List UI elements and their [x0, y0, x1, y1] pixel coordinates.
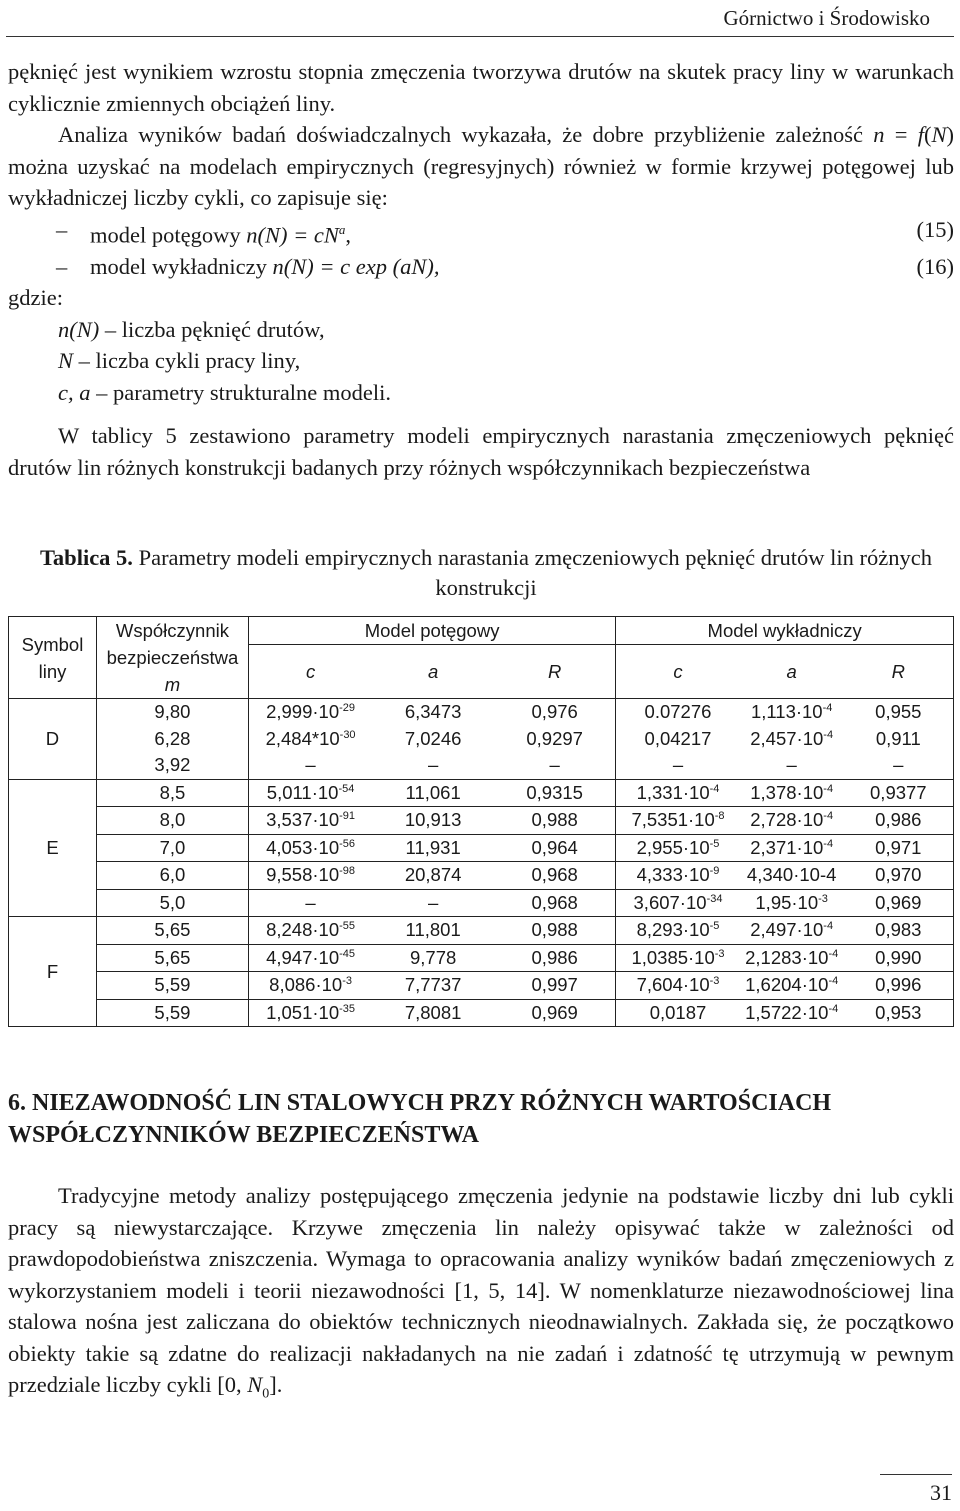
legend-item: n(N) – liczba pęknięć drutów,: [58, 316, 325, 342]
cell-pr: 0,997: [494, 972, 616, 1000]
paragraph-3: W tablicy 5 zestawiono parametry modeli empirycznych narastania zmęczeniowych pęknięć drutów lin różnych konstrukcji badanych przy różnych współczynnikach bezpieczeństwa: [8, 423, 954, 480]
cell-pa: 6,3473: [404, 701, 462, 723]
table-caption: Tablica 5. Parametry modeli empirycznych narastania zmęczeniowych pęknięć drutów lin różnych konstrukcji: [39, 545, 932, 600]
cell-pc: –: [248, 752, 372, 779]
cell-ea: $2,371\cdot 10^{-4}$: [740, 834, 844, 862]
cell-er: 0,969: [844, 889, 954, 917]
cell-ea: $1,113\cdot 10^{-4}$: [750, 701, 833, 723]
cell-m: 5,65: [96, 944, 248, 972]
cell-er: 0,971: [844, 834, 954, 862]
cell-ec: $8,293\cdot 10^{-5}$: [616, 917, 740, 945]
cell-ea: $2,728\cdot 10^{-4}$: [740, 807, 844, 835]
cell-er: 0,953: [844, 999, 954, 1027]
cell-m: 5,65: [96, 917, 248, 945]
cell-ea: $2,497\cdot 10^{-4}$: [740, 917, 844, 945]
cell-m: 8,5: [96, 779, 248, 807]
cell-pa: –: [372, 752, 494, 779]
cell-ec: –: [616, 752, 740, 779]
table-row: [9, 917, 954, 945]
cell-pc: $9,558\cdot 10^{-98}$: [248, 862, 372, 890]
cell-ec: $1,0385\cdot 10^{-3}$: [616, 944, 740, 972]
cell-ea: –: [740, 752, 844, 779]
section-body: [8, 1180, 954, 1410]
table-row: [9, 752, 954, 779]
table-row: [9, 999, 954, 1027]
cell-er: 0,955: [844, 699, 954, 726]
header-r: R: [844, 645, 954, 699]
paragraph-2: Analiza wyników badań doświadczalnych wykazała, że dobre przybliżenie zależność n = f(N) można uzyskać na modelach empirycznych (regresyjnych) również w formie krzywej potęgowej lub wykładniczej liczby cykli, co zapisuje się:: [8, 122, 954, 210]
cell-er: 0,911: [844, 726, 954, 753]
where-label: gdzie:: [8, 285, 63, 310]
header-power-model: Model potęgowy: [248, 617, 615, 645]
cell-ea: 4,340·10-4: [740, 862, 844, 890]
cell-m: 5,0: [96, 889, 248, 917]
cell-ec: $7,604\cdot 10^{-3}$: [616, 972, 740, 1000]
cell-pr: 0,964: [494, 834, 616, 862]
cell-pc: $3,537\cdot 10^{-91}$: [248, 807, 372, 835]
table-row: [9, 807, 954, 835]
legend-item: c, a – parametry strukturalne modeli.: [58, 379, 392, 405]
cell-ec: $7,5351\cdot 10^{-8}$: [616, 807, 740, 835]
section-paragraph: Tradycyjne metody analizy postępującego zmęczenia jedynie na podstawie liczby dni lub cykli pracy są niewystarczające. Krzywe zmęczenia lin należy opisywać także w zależności od prawdopodobieństwa zniszczenia. Wymaga to opracowania analizy wyników badań zmęczeniowych z wykorzystaniem modeli i teorii niezawodności [1, 5, 14]. W nomenklaturze niezawodnościowej lina stalowa nośna jest zaliczana do obiektów technicznych nieodnawialnych. Zakłada się, że początkowo obiekty takie są zdatne do realizacji nakładanych na nie zadań i zdatność tę utrzymują w pewnym przedziale liczby cykli [0, $N_0$].: [8, 1183, 954, 1402]
cell-er: 0,9377: [844, 779, 954, 807]
cell-pc: $4,947\cdot 10^{-45}$: [248, 944, 372, 972]
footer-rule: [880, 1474, 952, 1475]
cell-m: 8,0: [96, 807, 248, 835]
cell-er: 0,996: [844, 972, 954, 1000]
cell-m: 5,59: [96, 972, 248, 1000]
cell-ea: $2,1283\cdot 10^{-4}$: [740, 944, 844, 972]
table-row: [9, 834, 954, 862]
cell-m: 5,59: [96, 999, 248, 1027]
cell-symbol: E: [9, 779, 97, 917]
paragraph-1: pęknięć jest wynikiem wzrostu stopnia zmęczenia tworzywa drutów na skutek pracy liny w warunkach cyklicznie zmiennych obciążeń liny.: [8, 59, 954, 116]
equation-16: – model wykładniczy n(N) = c exp (aN), (16): [8, 251, 954, 283]
cell-er: 0,970: [844, 862, 954, 890]
cell-pr: 0,988: [494, 807, 616, 835]
cell-er: 0,983: [844, 917, 954, 945]
cell-pa: –: [372, 889, 494, 917]
cell-pr: 0,968: [494, 862, 616, 890]
cell-pa: 7,0246: [404, 727, 462, 749]
cell-ec: 0,04217: [644, 727, 712, 749]
table-row: [9, 972, 954, 1000]
cell-symbol: F: [9, 917, 97, 1027]
cell-pr: 0,986: [494, 944, 616, 972]
cell-pa: 7,7737: [372, 972, 494, 1000]
cell-pr: 0,988: [494, 917, 616, 945]
cell-pr: 0,969: [494, 999, 616, 1027]
cell-pa: 9,778: [372, 944, 494, 972]
table-row: [9, 699, 954, 726]
cell-pc: $2,484*10^{-30}$: [265, 727, 356, 749]
cell-er: 0,986: [844, 807, 954, 835]
cell-er: 0,990: [844, 944, 954, 972]
equation-15: – model potęgowy $n(N) = cN^a$, (15): [8, 214, 954, 251]
cell-pa: 7,8081: [372, 999, 494, 1027]
cell-m: 6,0: [96, 862, 248, 890]
header-a: a: [740, 645, 844, 699]
equation-number: (15): [916, 216, 954, 242]
legend-item: N – liczba cykli pracy liny,: [58, 348, 301, 373]
parameters-table: [8, 616, 954, 1027]
cell-pa: 10,913: [372, 807, 494, 835]
cell-pr: 0,9315: [494, 779, 616, 807]
header-coefficient: Współczynnik bezpieczeństwa m: [96, 617, 248, 699]
cell-m: 3,92: [96, 752, 248, 779]
cell-pc: –: [248, 889, 372, 917]
cell-m: 6,28: [96, 726, 248, 753]
cell-ea: $1,5722\cdot 10^{-4}$: [740, 999, 844, 1027]
intro-section: [8, 56, 954, 483]
table-row: [9, 726, 954, 753]
cell-ec: $4,333\cdot 10^{-9}$: [616, 862, 740, 890]
cell-pa: 11,931: [372, 834, 494, 862]
cell-ec: $2,955\cdot 10^{-5}$: [616, 834, 740, 862]
header-c: c: [248, 645, 372, 699]
cell-ec: $1,331\cdot 10^{-4}$: [616, 779, 740, 807]
section-heading: 6. NIEZAWODNOŚĆ LIN STALOWYCH PRZY RÓŻNYCH WARTOŚCIACH WSPÓŁCZYNNIKÓW BEZPIECZEŃSTWA: [8, 1090, 832, 1148]
cell-pc: $5,011\cdot 10^{-54}$: [248, 779, 372, 807]
header-c: c: [616, 645, 740, 699]
page-number: 31: [930, 1480, 952, 1505]
header-a: a: [372, 645, 494, 699]
cell-pc: $8,248\cdot 10^{-55}$: [248, 917, 372, 945]
cell-pc: $1,051\cdot 10^{-35}$: [248, 999, 372, 1027]
cell-m: 7,0: [96, 834, 248, 862]
cell-ec: 0.07276: [644, 701, 712, 723]
cell-ea: $1,378\cdot 10^{-4}$: [740, 779, 844, 807]
cell-ea: $2,457\cdot 10^{-4}$: [750, 727, 834, 749]
running-header: Górnictwo i Środowisko: [723, 6, 930, 30]
header-exponential-model: Model wykładniczy: [616, 617, 954, 645]
cell-pc: $2,999\cdot 10^{-29}$: [266, 701, 356, 723]
cell-symbol: D: [9, 699, 97, 780]
table-row: [9, 862, 954, 890]
cell-pr: –: [494, 752, 616, 779]
cell-ec: $3,607\cdot 10^{-34}$: [616, 889, 740, 917]
header-symbol: Symbol liny: [9, 617, 97, 699]
cell-pc: $8,086\cdot 10^{-3}$: [248, 972, 372, 1000]
header-rule: [6, 36, 954, 37]
cell-pc: $4,053\cdot 10^{-56}$: [248, 834, 372, 862]
table-row: [9, 779, 954, 807]
cell-er: –: [844, 752, 954, 779]
cell-pa: 20,874: [372, 862, 494, 890]
cell-ea: $1,6204\cdot 10^{-4}$: [740, 972, 844, 1000]
cell-pa: 11,801: [372, 917, 494, 945]
header-r: R: [494, 645, 616, 699]
cell-m: 9,80: [96, 699, 248, 726]
cell-pr: 0,976: [494, 699, 616, 726]
cell-ec: 0,0187: [616, 999, 740, 1027]
equation-number: (16): [916, 253, 954, 279]
cell-pr: 0,9297: [494, 726, 616, 753]
table-row: [9, 944, 954, 972]
cell-pr: 0,968: [494, 889, 616, 917]
cell-ea: $1,95\cdot 10^{-3}$: [740, 889, 844, 917]
table-row: [9, 889, 954, 917]
cell-pa: 11,061: [372, 779, 494, 807]
